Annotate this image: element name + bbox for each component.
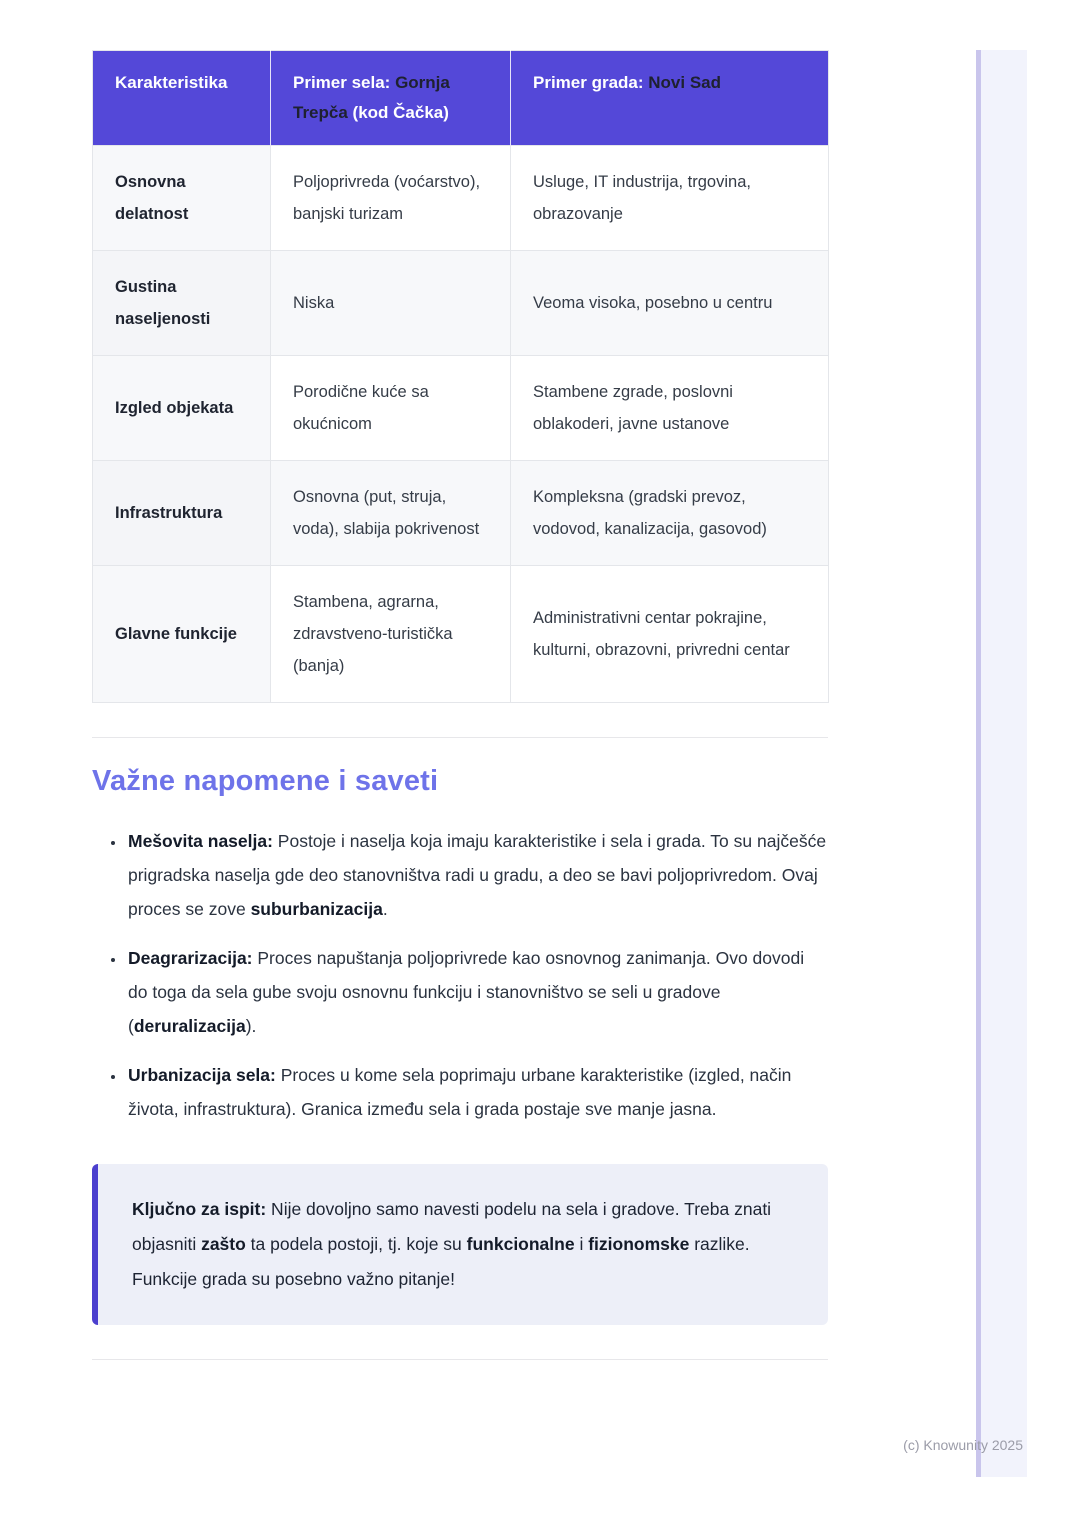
village-cell: Osnovna (put, struja, voda), slabija pokrivenost (271, 461, 511, 566)
copyright-notice: (c) Knowunity 2025 (903, 1437, 1023, 1453)
header-city-name: Novi Sad (648, 73, 722, 92)
callout-bold: fizionomske (588, 1234, 690, 1254)
table-header-row (93, 51, 829, 146)
exam-tip-callout (92, 1164, 828, 1325)
city-cell: Veoma visoka, posebno u centru (511, 251, 829, 356)
note-bold-term: deruralizacija (133, 1016, 246, 1036)
note-item-mesovita-naselja (126, 824, 828, 926)
callout-text: razlike. Funkcije grada su posebno važno pitanje! (132, 1234, 750, 1289)
table-row (93, 356, 829, 461)
callout-text: Nije dovoljno samo navesti podelu na sela i gradove. Treba znati objasniti (132, 1199, 772, 1254)
row-label: Izgled objekata (93, 356, 271, 461)
note-text: Proces u kome sela poprimaju urbane karakteristike (izgled, način života, infrastruktura). Granica između sela i grada postaje sve manje jasna. (128, 1065, 792, 1119)
row-label: Glavne funkcije (93, 566, 271, 703)
callout-lead: Ključno za ispit: (132, 1199, 267, 1219)
note-item-urbanizacija-sela (126, 1058, 828, 1126)
note-item-deagrarizacija (126, 941, 828, 1043)
callout-text: ta podela postoji, tj. koje su (245, 1234, 467, 1254)
city-cell: Kompleksna (gradski prevoz, vodovod, kanalizacija, gasovod) (511, 461, 829, 566)
city-cell: Stambene zgrade, poslovni oblakoderi, javne ustanove (511, 356, 829, 461)
note-term: Mešovita naselja: (128, 831, 273, 851)
note-term: Urbanizacija sela: (128, 1065, 276, 1085)
table-header-city-example (511, 51, 829, 146)
header-village-prefix: Primer sela: (293, 73, 396, 92)
table-row (93, 251, 829, 356)
village-cell: Stambena, agrarna, zdravstveno-turistička (banja) (271, 566, 511, 703)
table-row (93, 461, 829, 566)
table-row (93, 566, 829, 703)
footer-divider (92, 1359, 828, 1360)
note-text: Proces napuštanja poljoprivrede kao osnovnog zanimanja. Ovo dovodi do toga da sela gube svoju osnovnu funkciju i stanovništvo se seli u gradove ( (128, 948, 805, 1036)
section-divider (92, 737, 828, 738)
city-cell: Administrativni centar pokrajine, kulturni, obrazovni, privredni centar (511, 566, 829, 703)
village-cell: Porodične kuće sa okućnicom (271, 356, 511, 461)
row-label: Osnovna delatnost (93, 146, 271, 251)
row-label: Gustina naseljenosti (93, 251, 271, 356)
page-content (92, 50, 828, 1360)
table-header-characteristic: Karakteristika (93, 51, 271, 146)
header-city-prefix: Primer grada: (533, 73, 649, 92)
section-title: Važne napomene i saveti (92, 765, 439, 797)
note-text: . (382, 899, 388, 919)
notes-list (92, 824, 828, 1126)
callout-bold: funkcionalne (466, 1234, 575, 1254)
village-cell: Poljoprivreda (voćarstvo), banjski turizam (271, 146, 511, 251)
row-label: Infrastruktura (93, 461, 271, 566)
header-village-name: Gornja Trepča (293, 73, 450, 122)
table-row (93, 146, 829, 251)
village-cell: Niska (271, 251, 511, 356)
note-term: Deagrarizacija: (128, 948, 253, 968)
header-village-suffix: (kod Čačka) (347, 103, 449, 122)
note-text: Postoje i naselja koja imaju karakteristike i sela i grada. To su najčešće prigradska naselja gde deo stanovništva radi u gradu, a deo se bavi poljoprivredom. Ovaj proces se zove (128, 831, 827, 919)
table-header-village-example (271, 51, 511, 146)
decorative-side-strip (976, 50, 1027, 1477)
callout-bold: zašto (201, 1234, 246, 1254)
comparison-table (92, 50, 829, 703)
note-bold-term: suburbanizacija (250, 899, 383, 919)
callout-text: i (574, 1234, 589, 1254)
note-text: ). (245, 1016, 257, 1036)
city-cell: Usluge, IT industrija, trgovina, obrazovanje (511, 146, 829, 251)
